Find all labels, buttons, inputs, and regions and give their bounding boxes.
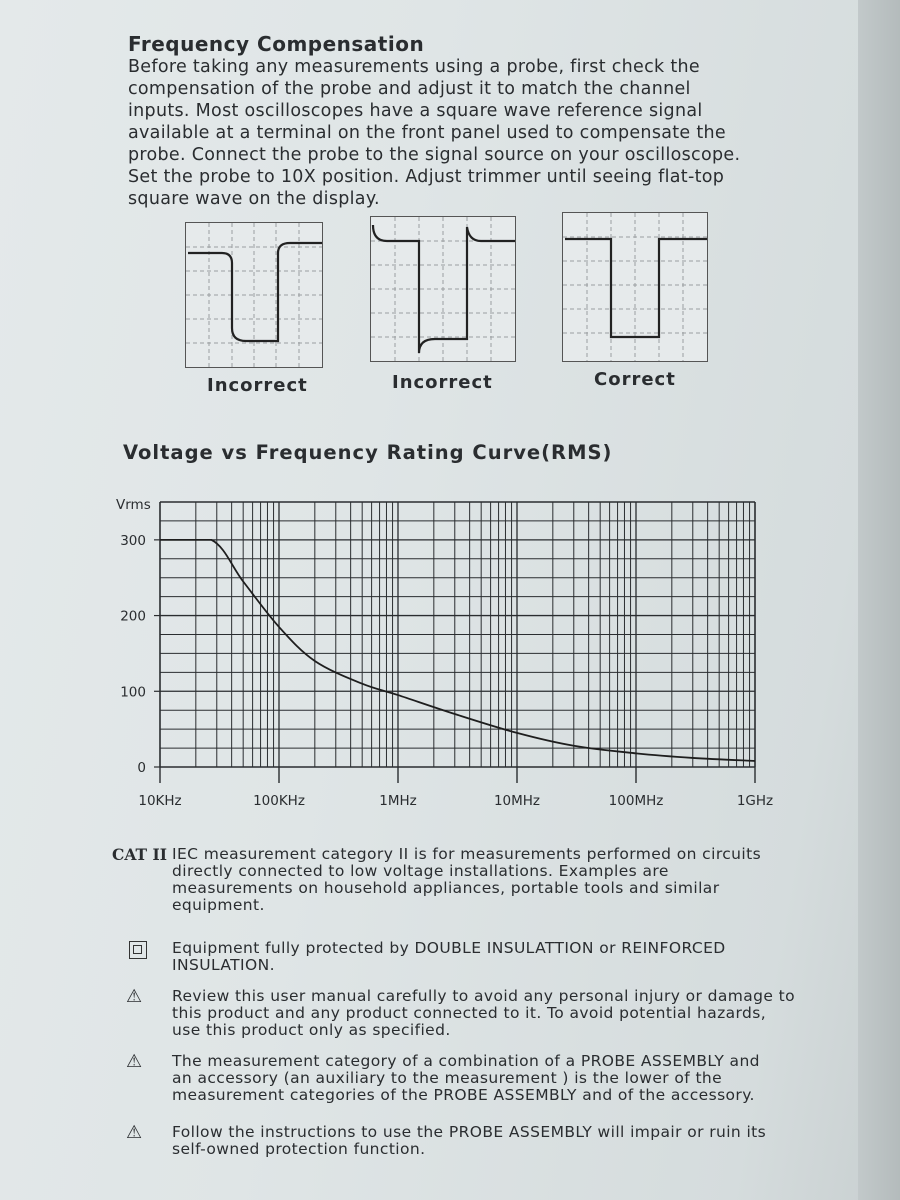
note-double-insulation bbox=[112, 940, 812, 974]
note-line: IEC measurement category II is for measurements performed on circuits bbox=[172, 845, 762, 863]
waveform-label: Incorrect bbox=[207, 375, 308, 396]
note-line: INSULATION. bbox=[172, 956, 275, 974]
paragraph-line: probe. Connect the probe to the signal source on your oscilloscope. bbox=[128, 145, 741, 165]
note-line: Equipment fully protected by DOUBLE INSULATTION or REINFORCED bbox=[172, 939, 726, 957]
paragraph-line: Before taking any measurements using a probe, first check the bbox=[128, 57, 700, 77]
chart-title: Voltage vs Frequency Rating Curve(RMS) bbox=[123, 441, 613, 464]
note-line: an accessory (an auxiliary to the measurement ) is the lower of the bbox=[172, 1069, 723, 1087]
note-line: Follow the instructions to use the PROBE ASSEMBLY will impair or ruin its bbox=[172, 1123, 767, 1141]
paragraph-line: compensation of the probe and adjust it to match the channel bbox=[128, 79, 691, 99]
y-tick-label: 0 bbox=[137, 760, 146, 776]
paragraph-line: available at a terminal on the front panel used to compensate the bbox=[128, 123, 726, 143]
note-line: The measurement category of a combination of a PROBE ASSEMBLY and bbox=[172, 1052, 760, 1070]
section-title: Frequency Compensation bbox=[128, 32, 425, 56]
note-cat-ii bbox=[112, 846, 812, 914]
x-tick-label: 1GHz bbox=[736, 793, 774, 809]
warning-icon: ⚠ bbox=[126, 1122, 143, 1143]
warning-icon: ⚠ bbox=[126, 1051, 143, 1072]
y-tick-label: 200 bbox=[120, 608, 146, 625]
cat-ii-label: CAT II bbox=[112, 845, 167, 864]
waveform-label: Correct bbox=[594, 369, 676, 390]
chart-grid bbox=[160, 502, 755, 767]
note-line: measurement categories of the PROBE ASSEMBLY and of the accessory. bbox=[172, 1086, 755, 1104]
y-tick-label: 100 bbox=[120, 684, 146, 701]
chart-series-line bbox=[160, 540, 755, 761]
note-line: measurements on household appliances, portable tools and similar bbox=[172, 879, 720, 897]
note-line: equipment. bbox=[172, 896, 265, 914]
x-tick-label: 100MHz bbox=[608, 793, 664, 809]
x-tick-label: 100KHz bbox=[253, 793, 305, 809]
y-tick-label: 300 bbox=[120, 532, 146, 549]
x-tick-label: 10KHz bbox=[138, 793, 182, 809]
x-tick-label: 1MHz bbox=[379, 793, 417, 809]
note-warning-manual bbox=[112, 988, 812, 1039]
note-warning-category bbox=[112, 1053, 812, 1104]
note-warning-protection bbox=[112, 1124, 812, 1158]
note-line: this product and any product connected to it. To avoid potential hazards, bbox=[172, 1004, 767, 1022]
paragraph-line: square wave on the display. bbox=[128, 189, 380, 209]
x-tick-label: 10MHz bbox=[493, 793, 541, 809]
warning-icon: ⚠ bbox=[126, 986, 143, 1007]
note-line: self-owned protection function. bbox=[172, 1140, 426, 1158]
note-line: directly connected to low voltage installations. Examples are bbox=[172, 862, 669, 880]
y-axis-label: Vrms bbox=[116, 497, 151, 513]
paragraph-line: Set the probe to 10X position. Adjust trimmer until seeing flat-top bbox=[128, 167, 725, 187]
double-insulation-icon bbox=[129, 941, 147, 959]
waveform-label: Incorrect bbox=[392, 372, 493, 393]
paragraph-line: inputs. Most oscilloscopes have a square wave reference signal bbox=[128, 101, 703, 121]
note-line: Review this user manual carefully to avoid any personal injury or damage to bbox=[172, 987, 796, 1005]
note-line: use this product only as specified. bbox=[172, 1021, 451, 1039]
